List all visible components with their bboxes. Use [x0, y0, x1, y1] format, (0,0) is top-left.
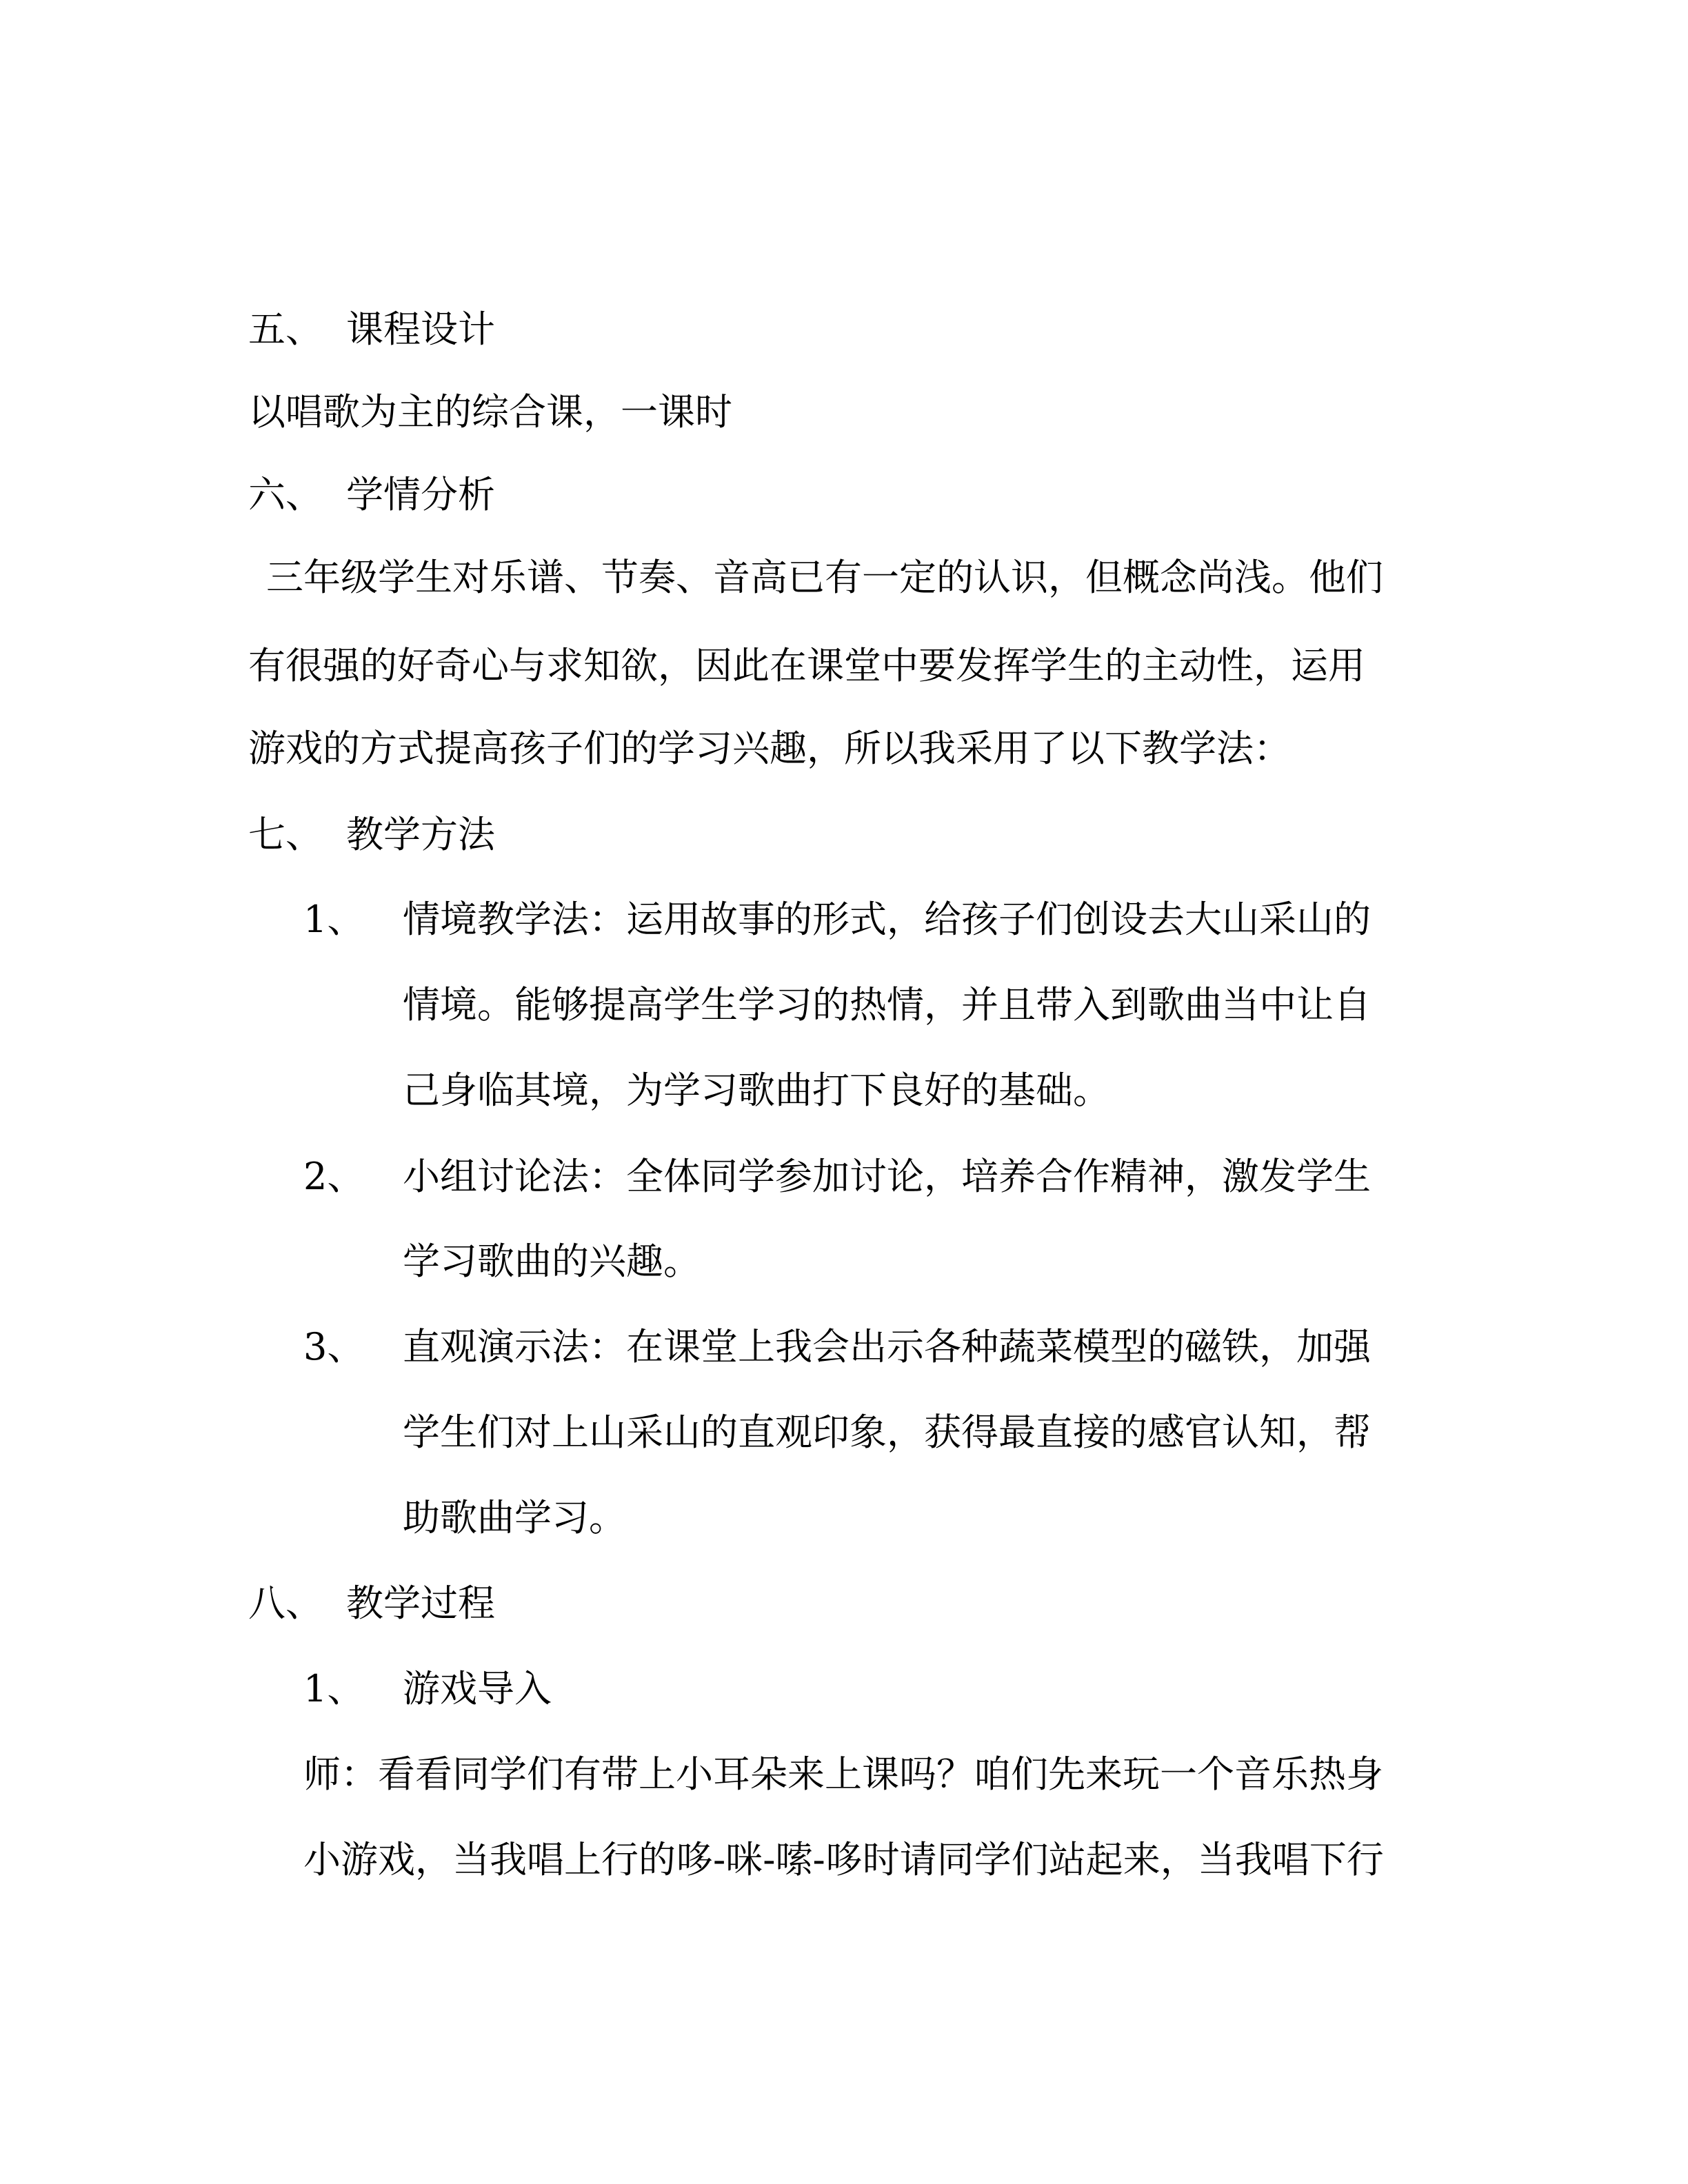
paragraph-line: 三年级学生对乐谱、节奏、音高已有一定的认识，但概念尚浅。他们 [266, 556, 1383, 599]
list-item-number: 3、 [303, 1325, 365, 1368]
paragraph-line: 以唱歌为主的综合课，一课时 [248, 390, 732, 434]
list-item-line: 学习歌曲的兴趣。 [403, 1240, 701, 1283]
section-title: 学情分析 [346, 473, 495, 516]
list-item-line: 情境教学法：运用故事的形式，给孩子们创设去大山采山的 [403, 898, 1371, 941]
list-item-line: 游戏导入 [403, 1667, 552, 1710]
list-item-number: 1、 [303, 898, 365, 941]
section-number: 六、 [248, 473, 323, 516]
section-title: 教学方法 [346, 813, 495, 856]
list-item-line: 小组讨论法：全体同学参加讨论，培养合作精神，激发学生 [403, 1155, 1371, 1198]
list-item-line: 学生们对上山采山的直观印象，获得最直接的感官认知，帮 [403, 1410, 1371, 1454]
paragraph-line: 游戏的方式提高孩子们的学习兴趣，所以我采用了以下教学法： [248, 727, 1291, 770]
section-number: 八、 [248, 1581, 323, 1625]
section-title: 教学过程 [346, 1581, 495, 1625]
section-title: 课程设计 [346, 307, 495, 351]
section-number: 五、 [248, 307, 323, 351]
paragraph-line: 师：看看同学们有带上小耳朵来上课吗？咱们先来玩一个音乐热身 [303, 1752, 1383, 1796]
list-item-number: 1、 [303, 1667, 365, 1710]
paragraph-line: 小游戏，当我唱上行的哆-咪-嗦-哆时请同学们站起来，当我唱下行 [303, 1838, 1384, 1881]
paragraph-line: 有很强的好奇心与求知欲，因此在课堂中要发挥学生的主动性，运用 [248, 644, 1365, 687]
list-item-number: 2、 [303, 1155, 365, 1198]
list-item-line: 情境。能够提高学生学习的热情，并且带入到歌曲当中让自 [403, 983, 1371, 1027]
list-item-line: 助歌曲学习。 [403, 1496, 626, 1539]
section-number: 七、 [248, 813, 323, 856]
list-item-line: 己身临其境，为学习歌曲打下良好的基础。 [403, 1069, 1110, 1112]
list-item-line: 直观演示法：在课堂上我会出示各种蔬菜模型的磁铁，加强 [403, 1325, 1371, 1368]
